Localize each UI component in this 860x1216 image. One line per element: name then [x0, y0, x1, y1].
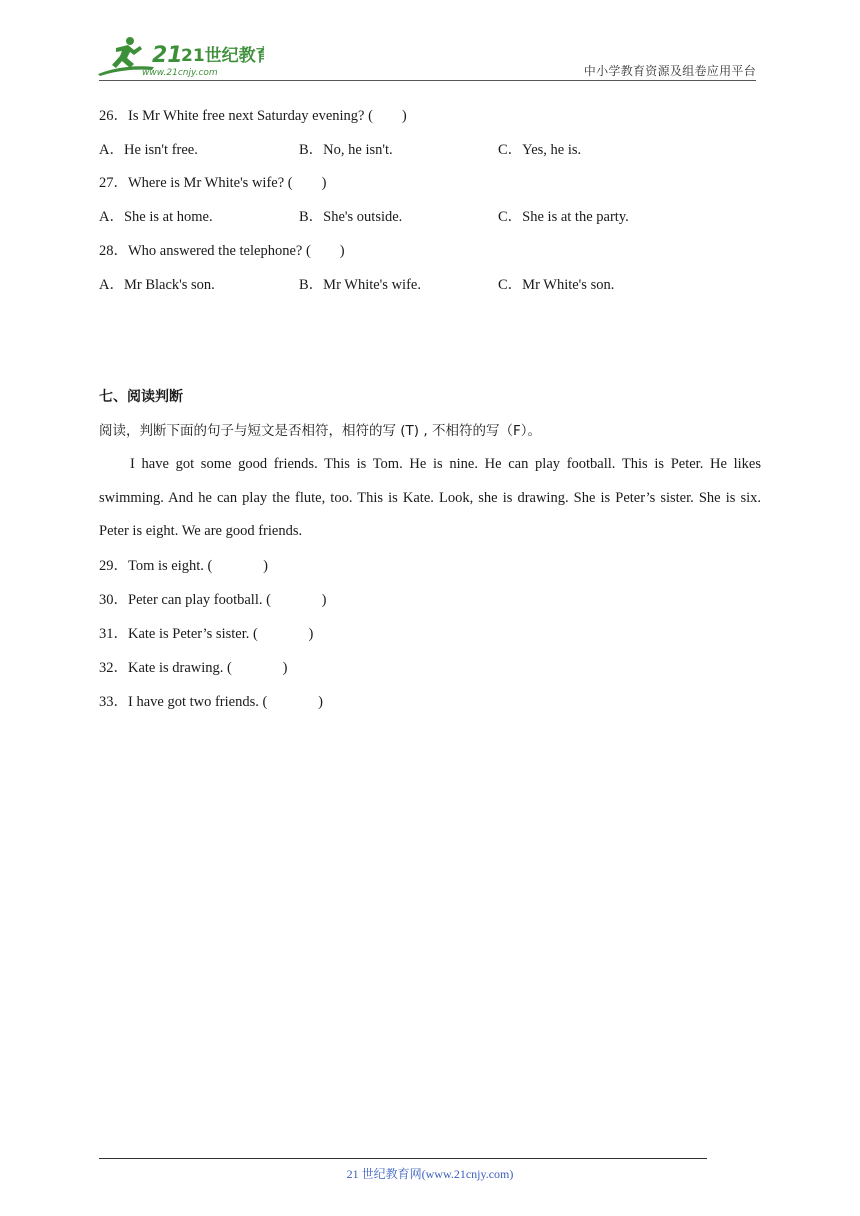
logo-url-text: www.21cnjy.com [142, 68, 218, 78]
header-divider [99, 80, 756, 81]
judgement-item-31: 31．Kate is Peter’s sister. ( ) [99, 626, 314, 642]
q26-option-c: C．Yes, he is. [498, 142, 582, 158]
question-27: 27．Where is Mr White's wife? ( ) [99, 175, 327, 191]
section-instruction: 阅读，判断下面的句子与短文是否相符，相符的写 (T) , 不相符的写（F）。 [99, 423, 541, 439]
q28-option-c: C．Mr White's son. [498, 277, 615, 293]
judgement-item-32: 32．Kate is drawing. ( ) [99, 660, 288, 676]
footer-text: 21 世纪教育网(www.21cnjy.com) [346, 1167, 514, 1181]
q27-option-c: C．She is at the party. [498, 209, 629, 225]
reading-passage: I have got some good friends. This is Tom. He is nine. He can play football. This is Peter. He likes swimming. And he can play the flute, too. This is Kate. Look, she is drawing. She is Peter’s sister. She is six. Peter is eight. We are good friends. [99, 456, 761, 539]
judgement-item-30: 30．Peter can play football. ( ) [99, 592, 327, 608]
question-28: 28．Who answered the telephone? ( ) [99, 243, 345, 259]
logo-main-text: 21世纪教育 [181, 46, 264, 66]
q27-option-a: A．She is at home. [99, 209, 213, 225]
question-26: 26．Is Mr White free next Saturday evening? ( ) [99, 108, 407, 124]
svg-text:21: 21 [152, 43, 183, 68]
q28-option-b: B．Mr White's wife. [299, 277, 421, 293]
footer-divider [99, 1158, 707, 1159]
q27-option-b: B．She's outside. [299, 209, 403, 225]
site-logo [94, 34, 264, 78]
section-title: 七、阅读判断 [99, 389, 183, 405]
judgement-item-33: 33．I have got two friends. ( ) [99, 694, 323, 710]
q26-option-a: A．He isn't free. [99, 142, 198, 158]
header-platform-text: 中小学教育资源及组卷应用平台 [583, 64, 756, 78]
q28-option-a: A．Mr Black's son. [99, 277, 215, 293]
judgement-item-29: 29．Tom is eight. ( ) [99, 558, 268, 574]
q26-option-b: B．No, he isn't. [299, 142, 393, 158]
